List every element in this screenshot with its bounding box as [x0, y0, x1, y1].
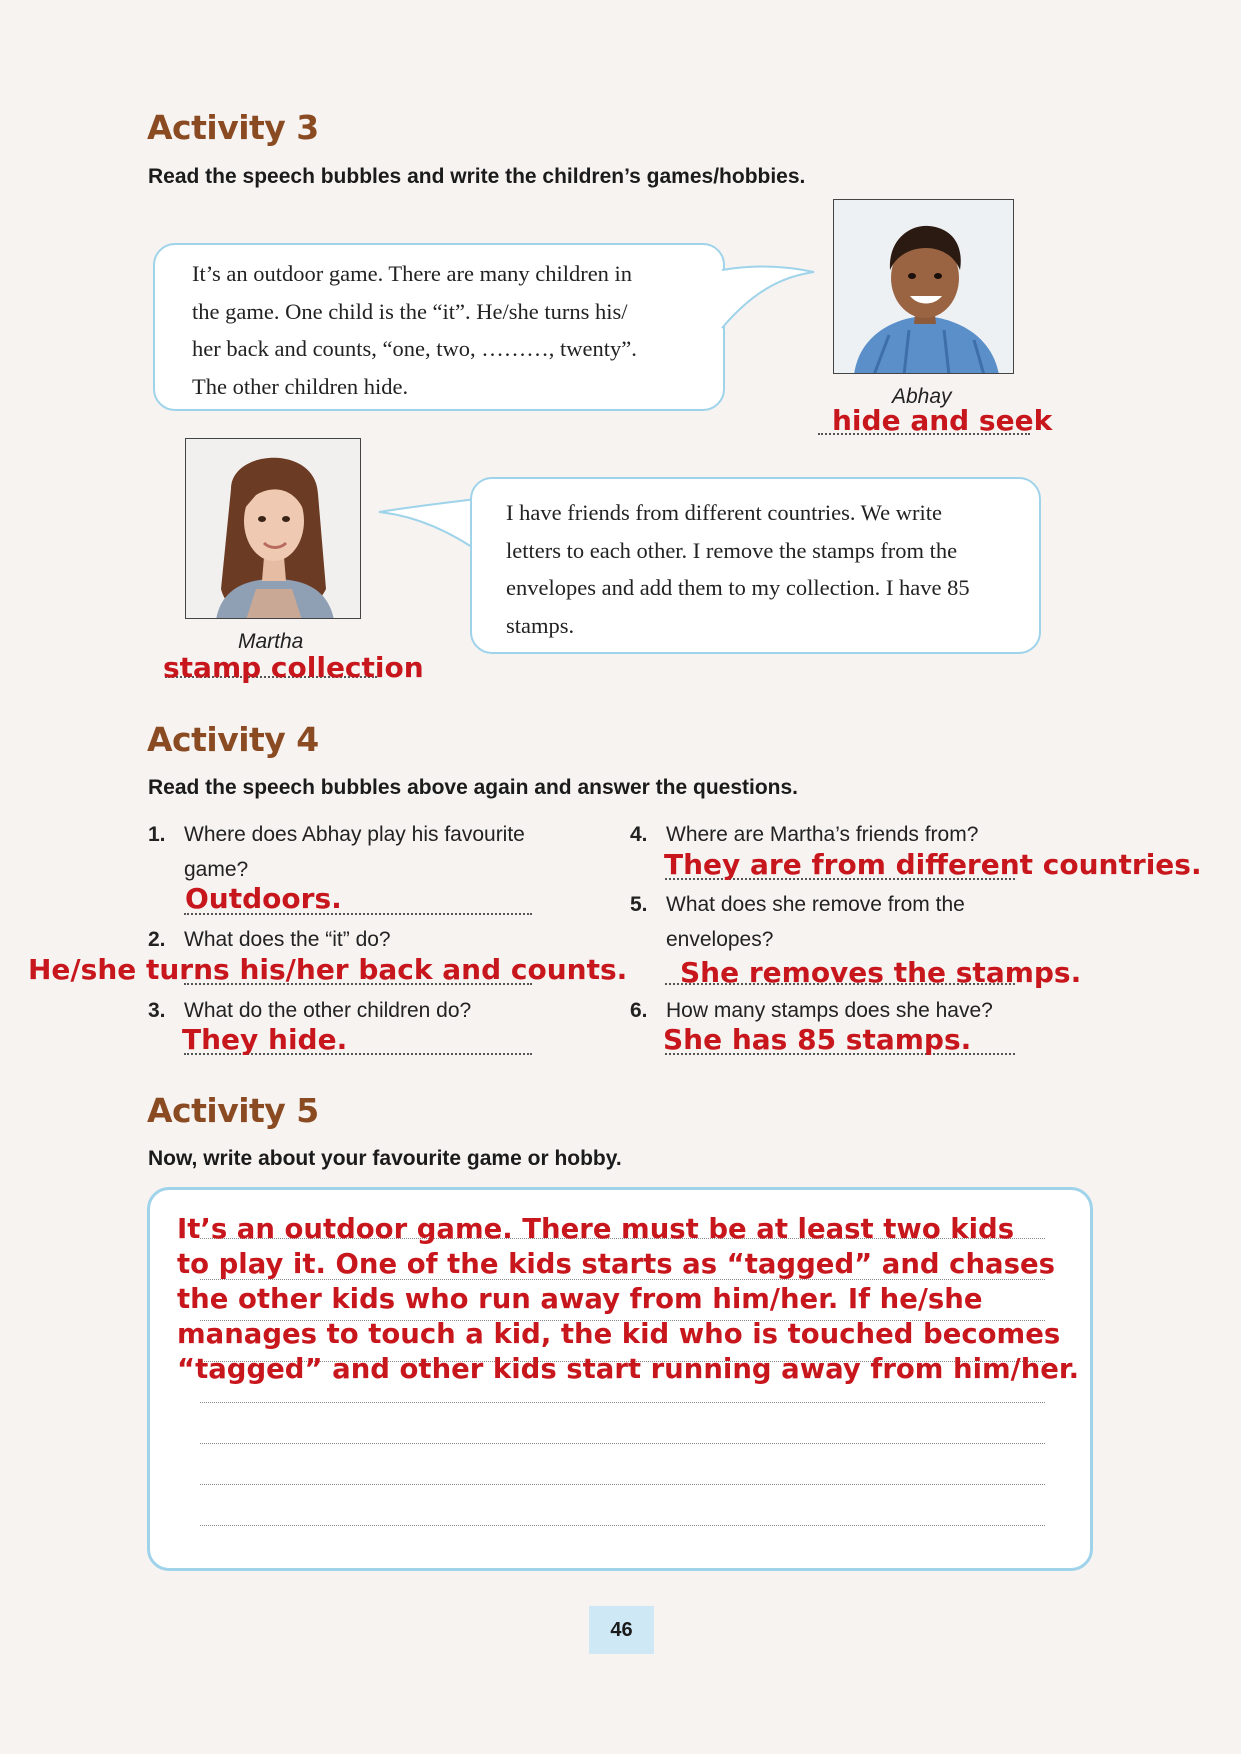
- question-text: What do the other children do?: [184, 999, 472, 1022]
- question-text: What does the “it” do?: [184, 928, 391, 951]
- speech-bubble-martha: [470, 477, 1041, 654]
- page-number: 46: [589, 1606, 654, 1654]
- question-number: 3.: [148, 999, 166, 1022]
- question-text: game?: [184, 858, 249, 881]
- bubble-line: letters to each other. I remove the stamps from the: [506, 537, 958, 563]
- writing-line: [200, 1484, 1045, 1485]
- writing-line: [200, 1525, 1045, 1526]
- answer-1: Outdoors.: [185, 882, 342, 915]
- question-number: 5.: [630, 893, 648, 916]
- question-1: [148, 817, 525, 887]
- answer-5: She removes the stamps.: [680, 956, 1082, 989]
- essay-line: the other kids who run away from him/her. If he/she: [177, 1283, 983, 1315]
- bubble-line: her back and counts, “one, two, ………, twenty”.: [192, 336, 637, 361]
- answer-4: They are from different countries.: [664, 848, 1202, 881]
- question-number: 1.: [148, 823, 166, 846]
- bubble-line: I have friends from different countries. We write: [506, 500, 942, 525]
- question-number: 2.: [148, 928, 166, 951]
- essay-line: It’s an outdoor game. There must be at least two kids: [177, 1213, 1015, 1245]
- martha-caption: Martha: [238, 630, 304, 653]
- question-number: 6.: [630, 999, 648, 1022]
- essay-answer: [177, 1212, 1079, 1387]
- question-5: [630, 887, 965, 957]
- essay-line: “tagged” and other kids start running away from him/her.: [177, 1353, 1080, 1385]
- answer-6: She has 85 stamps.: [663, 1023, 972, 1056]
- question-text: Where are Martha’s friends from?: [666, 823, 979, 846]
- question-2: [148, 922, 391, 957]
- activity-5-title: Activity 5: [147, 1091, 319, 1130]
- question-text: How many stamps does she have?: [666, 999, 993, 1022]
- bubble-line: It’s an outdoor game. There are many children in: [192, 261, 633, 286]
- question-number: 4.: [630, 823, 648, 846]
- question-text: envelopes?: [666, 928, 774, 951]
- activity-4-title: Activity 4: [147, 720, 319, 759]
- question-4: [630, 817, 978, 852]
- bubble-line: stamps.: [506, 612, 575, 638]
- bubble-line: envelopes and add them to my collection. I have 85: [506, 575, 970, 600]
- abhay-caption: Abhay: [892, 385, 952, 408]
- answer-martha-hobby: stamp collection: [163, 651, 424, 684]
- answer-abhay-hobby: hide and seek: [832, 404, 1053, 437]
- writing-line: [200, 1402, 1045, 1403]
- question-text: Where does Abhay play his favourite: [184, 823, 525, 846]
- answer-3: They hide.: [182, 1023, 348, 1056]
- martha-photo: [185, 438, 361, 619]
- speech-bubble-abhay: [153, 243, 725, 411]
- question-text: What does she remove from the: [666, 893, 965, 916]
- activity-3-title: Activity 3: [147, 108, 319, 147]
- essay-line: manages to touch a kid, the kid who is touched becomes: [177, 1318, 1061, 1350]
- bubble-line: the game. One child is the “it”. He/she turns his/: [192, 298, 628, 324]
- answer-2: He/she turns his/her back and counts.: [28, 953, 628, 986]
- activity-5-instruction: Now, write about your favourite game or hobby.: [148, 1147, 622, 1170]
- activity-3-instruction: Read the speech bubbles and write the children’s games/hobbies.: [148, 165, 806, 188]
- bubble-line: The other children hide.: [192, 373, 409, 399]
- abhay-photo: [833, 199, 1014, 374]
- activity-4-instruction: Read the speech bubbles above again and answer the questions.: [148, 776, 798, 799]
- bubble-tail-right: [716, 258, 816, 338]
- essay-line: to play it. One of the kids starts as “tagged” and chases: [177, 1248, 1055, 1280]
- writing-line: [200, 1443, 1045, 1444]
